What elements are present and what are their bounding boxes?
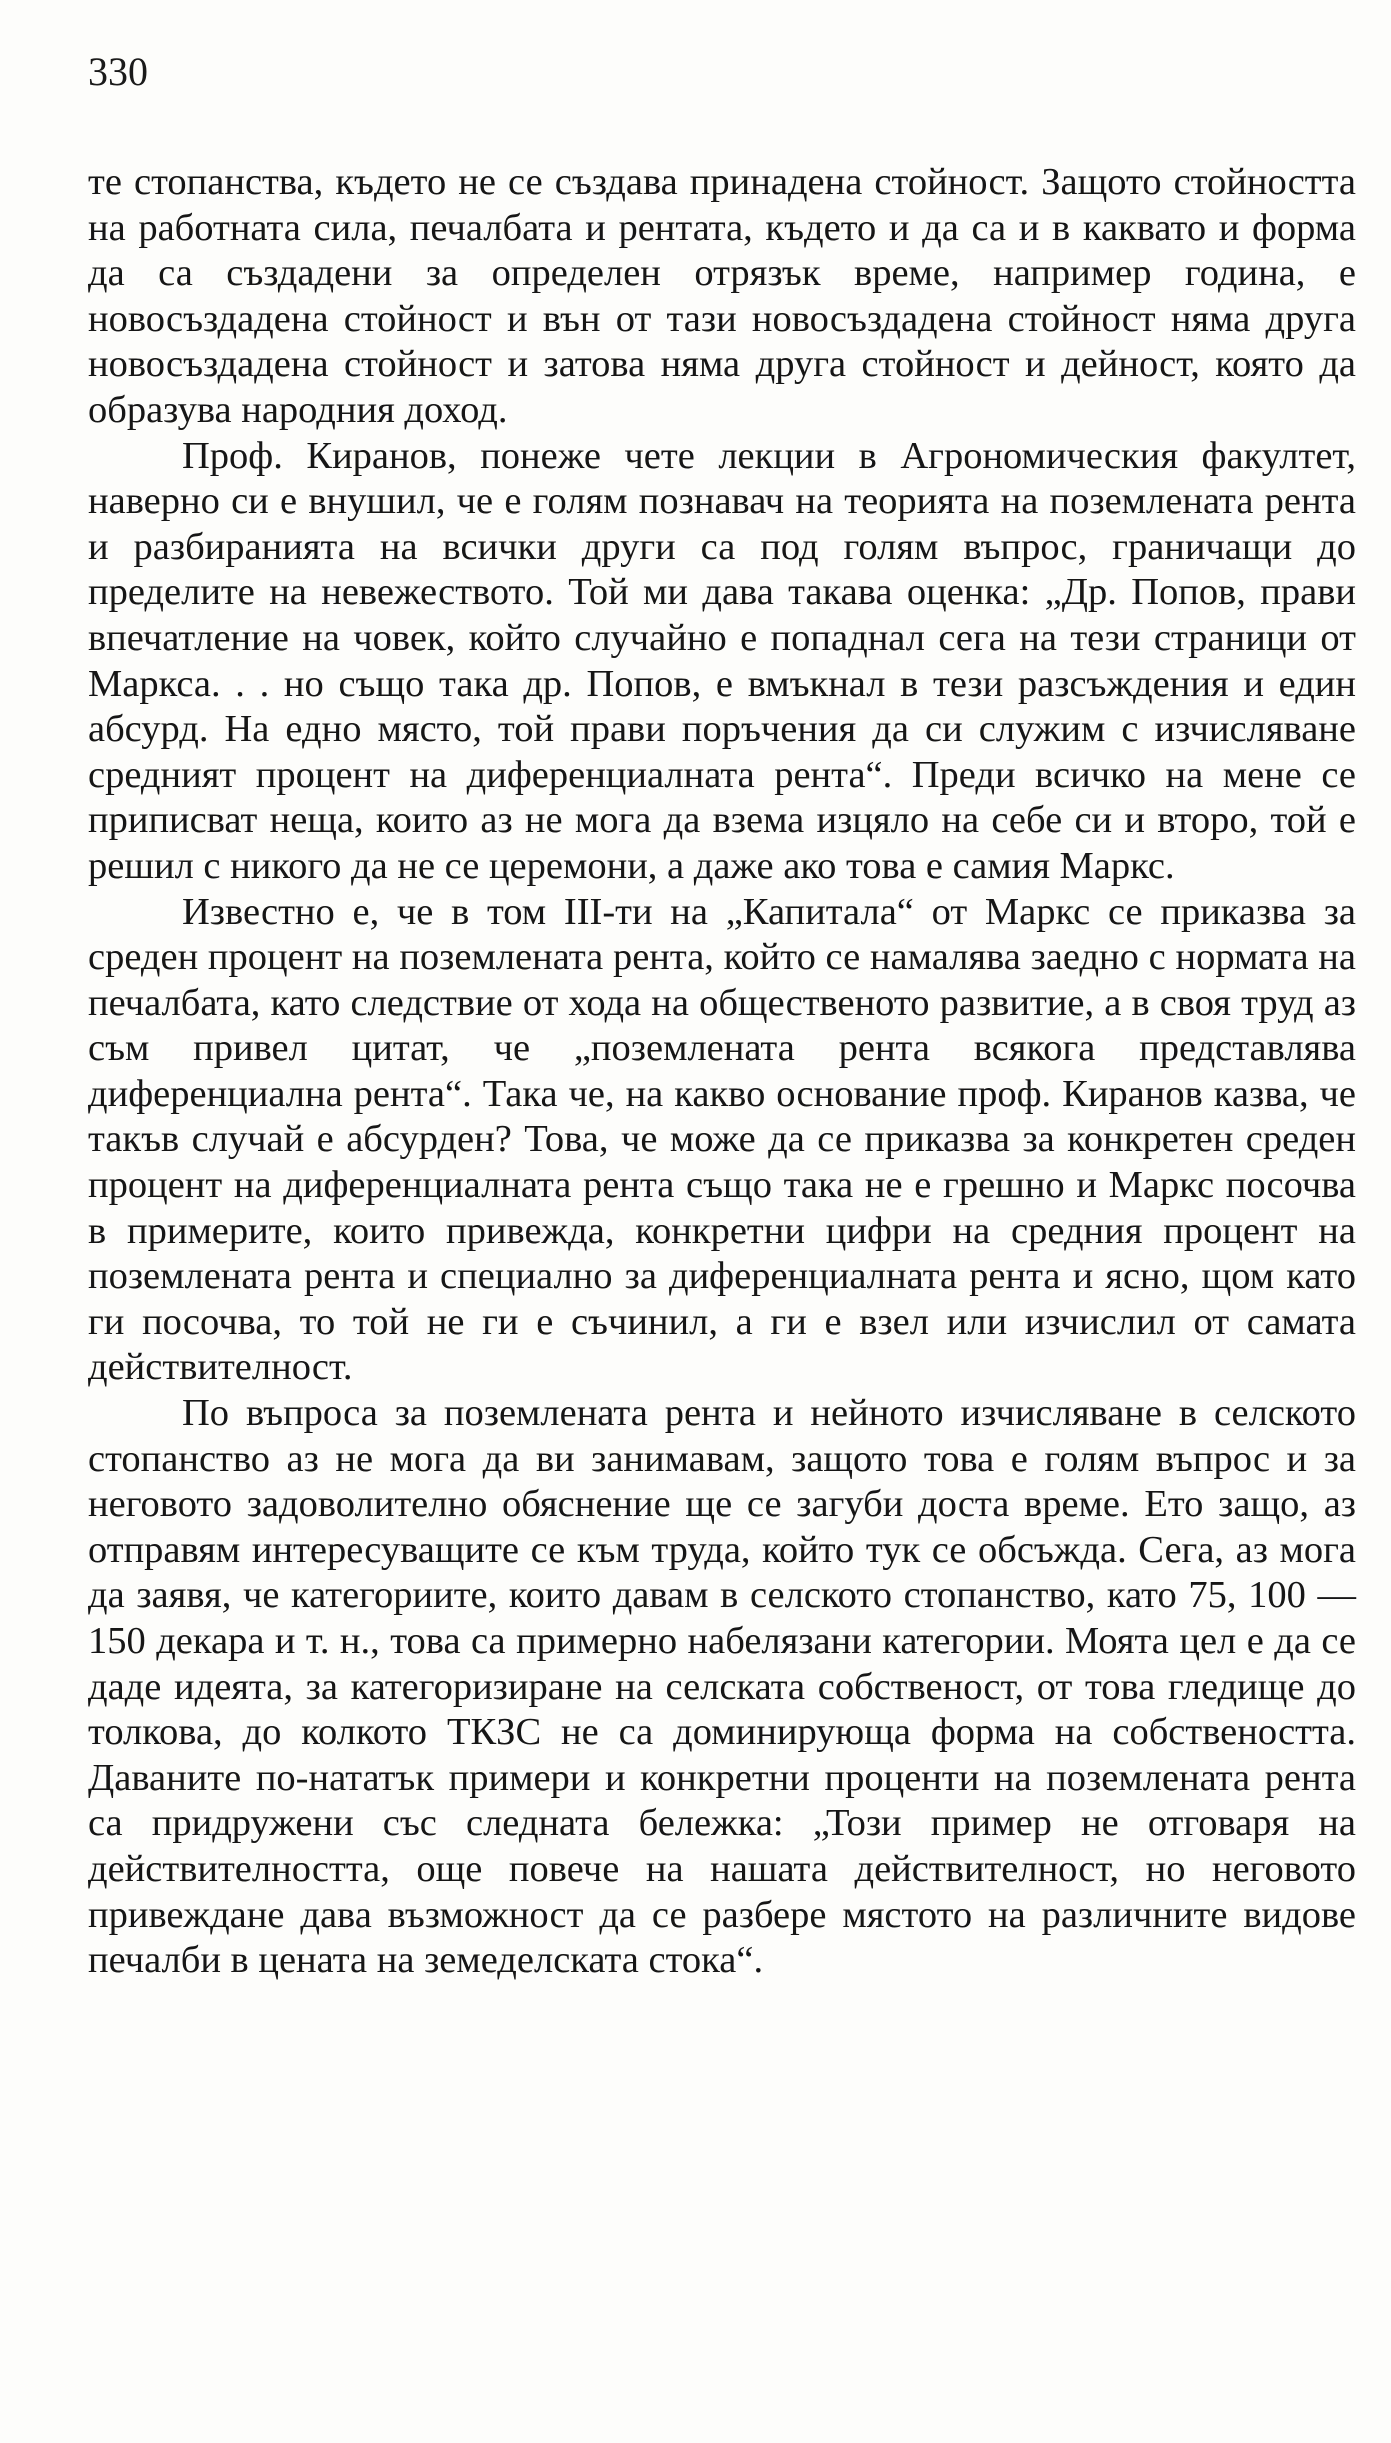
paragraph-1: те стопанства, където не се създава принадена стойност. Защото стойността на работната сила, печалбата и рентата, където и да са и в каквато и форма да са създадени за определен отрязък време, например година, е новосъздадена стойност и вън от тази новосъздадена стойност няма друга новосъздадена стойност и затова няма друга стойност и дейност, която да образува народния доход. [88,161,1356,431]
body-text [88,160,1356,1984]
page-number: 330 [88,49,148,94]
paragraph-2: Проф. Киранов, понеже чете лекции в Агрономическия факултет, наверно си е внушил, че е голям познавач на теорията на поземлената рента и разбиранията на всички други са под голям въпрос, граничащи до пределите на невежеството. Той ми дава такава оценка: „Др. Попов, прави впечатление на човек, който случайно е попаднал сега на тези страници от Маркса. . . но също така др. Попов, е вмъкнал в тези разсъждения и един абсурд. На едно място, той прави поръчения да си служим с изчисляване средният процент на диференциалната рента“. Преди всичко на мене се приписват неща, които аз не мога да взема изцяло на себе си и второ, той е решил с никого да не се церемони, а даже ако това е самия Маркс. [88,434,1356,887]
paragraph-3: Известно е, че в том III-ти на „Капитала“ от Маркс се приказва за среден процент на поземлената рента, който се намалява заедно с нормата на печалбата, като следствие от хода на общественото развитие, а в своя труд аз съм привел цитат, че „поземлената рента всякога представлява диференциална рента“. Така че, на какво основание проф. Киранов казва, че такъв случай е абсурден? Това, че може да се приказва за конкретен среден процент на диференциалната рента също така не е грешно и Маркс посочва в примерите, които привежда, конкретни цифри на средния процент на поземлената рента и специално за диференциалната рента и ясно, щом като ги посочва, то той не ги е съчинил, а ги е взел или изчислил от самата действителност. [88,890,1356,1389]
paragraph-4: По въпроса за поземлената рента и нейното изчисляване в селското стопанство аз не мога да ви занимавам, защото това е голям въпрос и за неговото задоволително обяснение ще се загуби доста време. Ето защо, аз отправям интересуващите се към труда, който тук се обсъжда. Сега, аз мога да заявя, че категориите, които давам в селското стопанство, като 75, 100 — 150 декара и т. н., това са примерно набелязани категории. Моята цел е да се даде идеята, за категоризиране на селската собственост, от това гледище до толкова, до колкото ТКЗС не са доминирующа форма на собствеността. Даваните по-нататък примери и конкретни проценти на поземлената рента са придружени със следната бележка: „Този пример не отговаря на действителността, още повече на нашата действителност, но неговото привеждане дава възможност да се разбере мястото на различните видове печалби в цената на земеделската стока“. [88,1392,1356,1982]
